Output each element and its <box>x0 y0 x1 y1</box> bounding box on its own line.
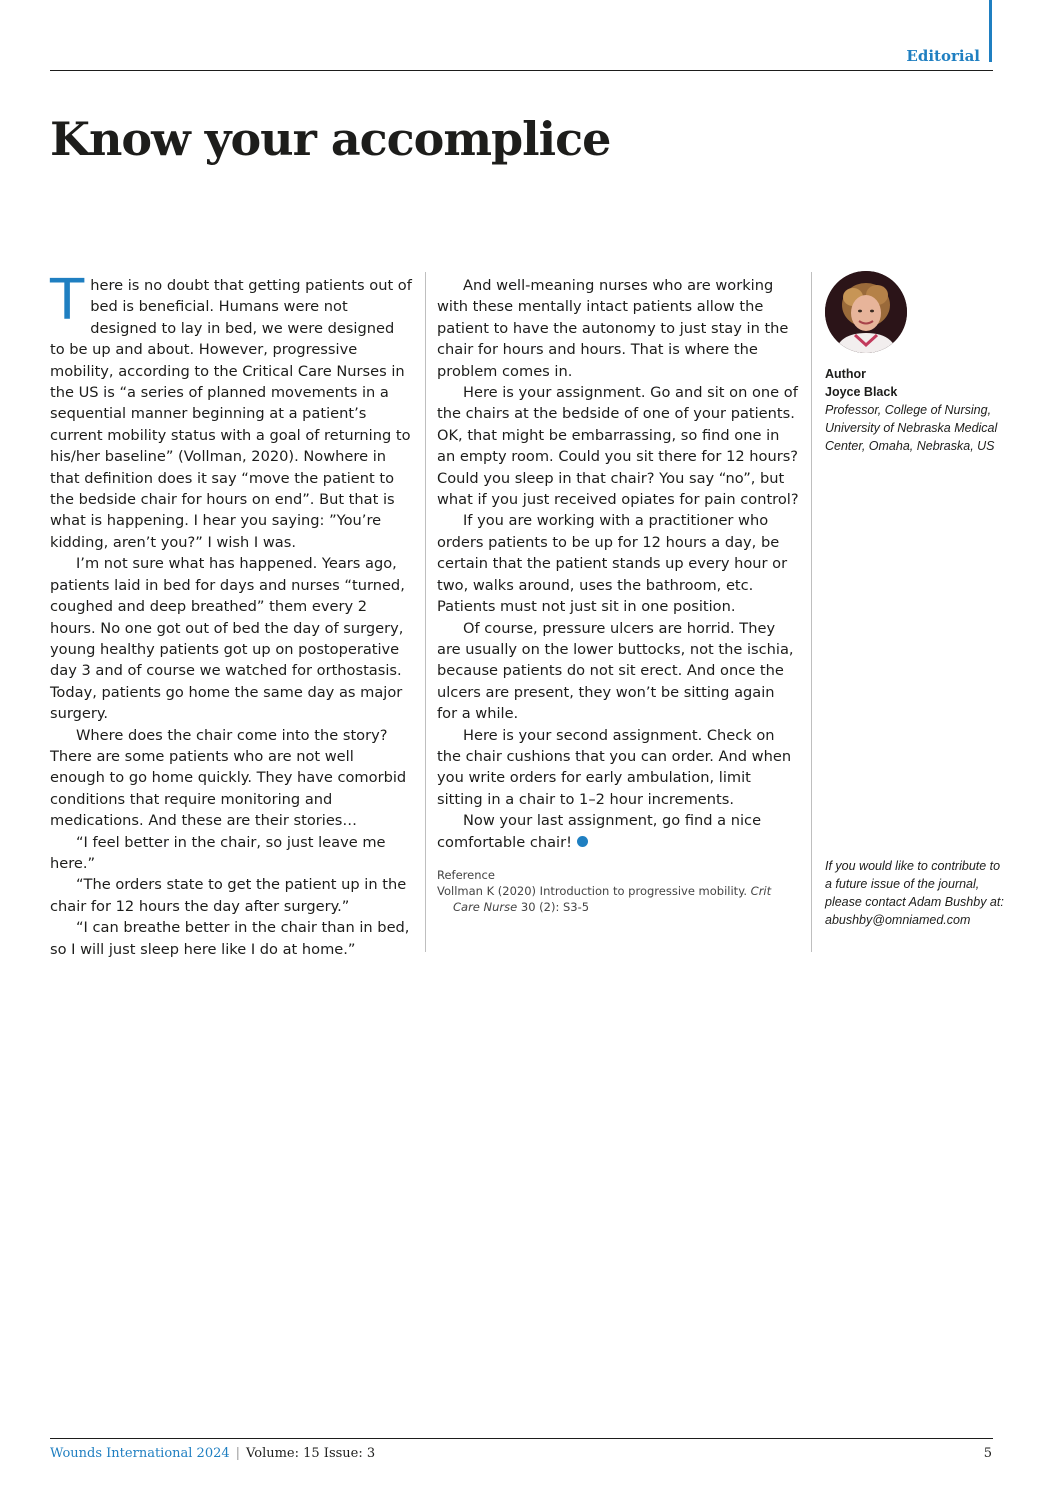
footer-journal: Wounds International 2024 <box>50 1446 230 1461</box>
paragraph: And well-meaning nurses who are working with these mentally intact patients allow the patient to have the autonomy to just stay in the chair for hours and hours. That is where the problem comes in. <box>437 277 789 380</box>
paragraph-text: Now your last assignment, go find a nice comfortable chair! <box>437 812 762 851</box>
reference-heading: Reference <box>437 867 495 882</box>
end-mark-icon <box>577 836 588 847</box>
page-number: 5 <box>983 1446 992 1461</box>
footer <box>50 1446 375 1461</box>
paragraph <box>437 810 799 853</box>
article-title: Know your accomplice <box>50 112 611 166</box>
paragraph: If you are working with a practitioner who orders patients to be up for 12 hours a day, be certain that the patient stands up every hour or two, walks around, uses the bathroom, etc. Patients must not just sit in one position. <box>437 512 788 616</box>
author-heading: Author <box>825 367 866 381</box>
paragraph: “I can breathe better in the chair than in bed, so I will just sleep here like I do at home.” <box>50 919 410 958</box>
reference-text: Vollman K (2020) Introduction to progressive mobility. <box>437 883 751 898</box>
paragraph: I’m not sure what has happened. Years ago, patients laid in bed for days and nurses “turned, coughed and deep breathed” them every 2 hours. No one got out of bed the day of surgery, young healthy patients got up on postoperative day 3 and of course we watched for orthostasis. Today, patients go home the same day as major surgery. <box>50 555 405 723</box>
paragraph: Here is your assignment. Go and sit on one of the chairs at the bedside of one of your patients. OK, that might be embarrassing, so find one in an empty room. Could you sit there for 12 hours? Could you sleep in that chair? You say “no”, but what if you just received opiates for pain control? <box>437 384 799 509</box>
author-avatar <box>825 271 907 353</box>
footer-separator: | <box>235 1446 241 1461</box>
paragraph <box>50 268 412 553</box>
column-divider <box>425 272 426 952</box>
column-divider <box>811 272 812 952</box>
body-column-2 <box>437 275 799 915</box>
author-affiliation: Professor, College of Nursing, University of Nebraska Medical Center, Omaha, Nebraska, US <box>825 403 998 453</box>
footer-rule <box>50 1438 993 1439</box>
paragraph: Where does the chair come into the story? There are some patients who are not well enough to go home quickly. They have comorbid conditions that require monitoring and medications. And these are their stories… <box>50 726 407 830</box>
section-label: Editorial <box>906 47 980 65</box>
reference-section <box>437 867 799 915</box>
reference-entry <box>437 883 799 915</box>
footer-issue: Volume: 15 Issue: 3 <box>246 1446 376 1461</box>
paragraph: “The orders state to get the patient up in the chair for 12 hours the day after surgery.” <box>50 876 407 915</box>
body-column-1 <box>50 268 412 960</box>
paragraph: Of course, pressure ulcers are horrid. They are usually on the lower buttocks, not the ischia, because patients do not sit erect. And once the ulcers are present, they won’t be sitting again for a while. <box>437 619 794 723</box>
paragraph: Here is your second assignment. Check on the chair cushions that you can order. And when you write orders for early ambulation, limit sitting in a chair to 1–2 hour increments. <box>437 726 792 808</box>
drop-cap: T <box>50 268 85 333</box>
reference-journal: Crit Care Nurse <box>453 883 772 914</box>
section-accent-bar <box>989 0 992 62</box>
contribute-note: If you would like to contribute to a future issue of the journal, please contact Adam Bushby at: abushby@omniamed.com <box>825 859 1004 927</box>
header-rule <box>50 70 993 71</box>
author-box <box>825 365 1005 455</box>
author-portrait-icon <box>825 271 907 353</box>
paragraph: “I feel better in the chair, so just leave me here.” <box>50 833 386 872</box>
reference-citation: 30 (2): S3-5 <box>517 899 590 914</box>
author-name: Joyce Black <box>825 385 898 399</box>
paragraph-text: here is no doubt that getting patients out of bed is beneficial. Humans were not designed to lay in bed, we were designed to be up and about. However, progressive mobility, according to the Critical Care Nurses in the US is “a series of planned movements in a sequential manner beginning at a patient’s current mobility status with a goal of returning to his/her baseline” (Vollman, 2020). Nowhere in that definition does it say “move the patient to the bedside chair for hours on end”. But that is what is happening. I hear you saying: ”You’re kidding, aren’t you?” I wish I was. <box>50 277 412 551</box>
